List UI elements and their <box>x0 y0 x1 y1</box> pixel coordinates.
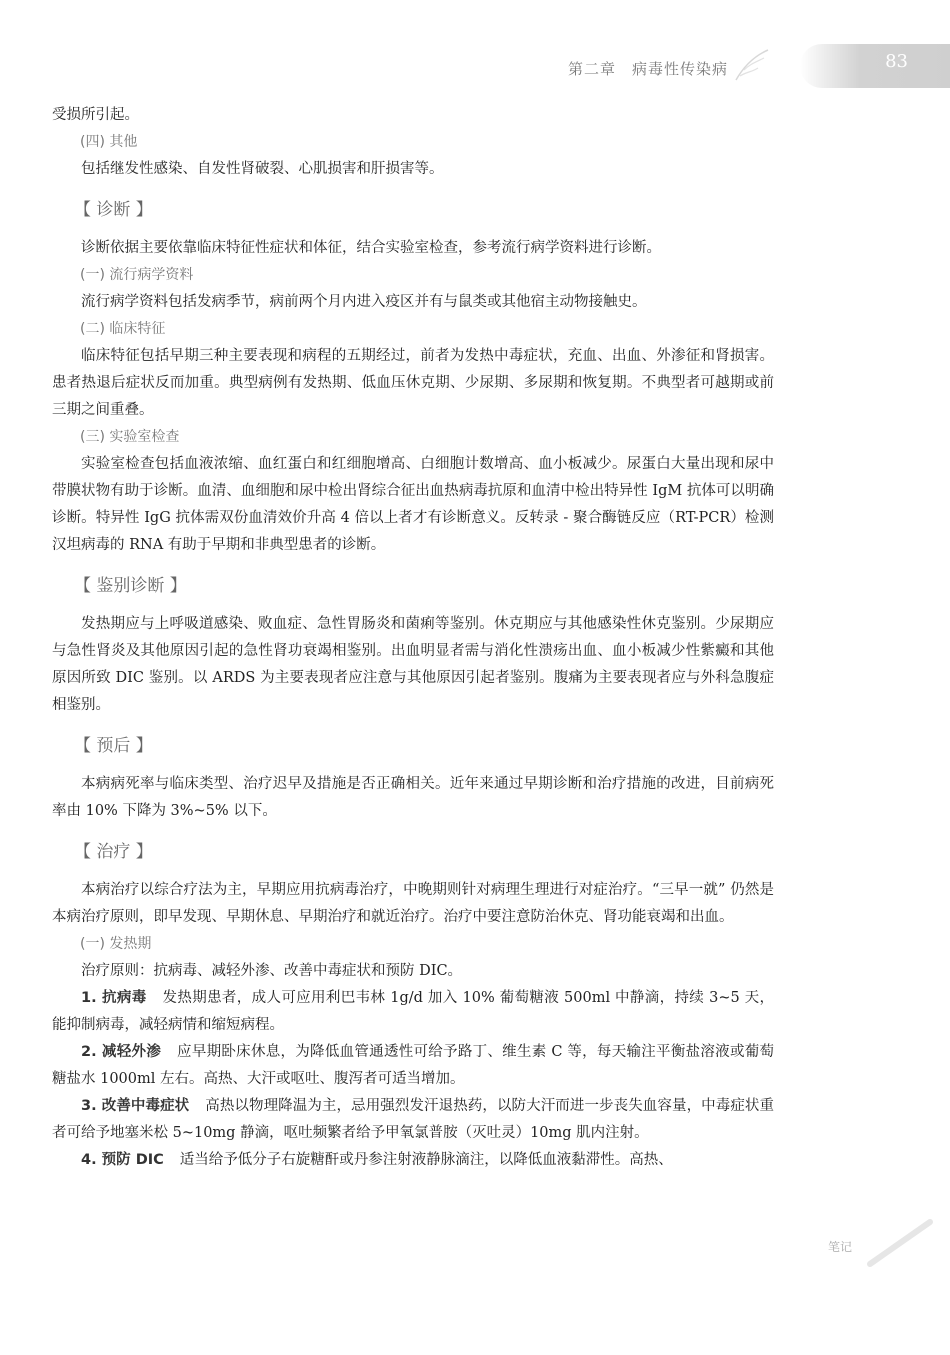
paragraph-clinical: 临床特征包括早期三种主要表现和病程的五期经过，前者为发热中毒症状，充血、出血、外渗征和肾损害。患者热退后症状反而加重。典型病例有发热期、低血压休克期、少尿期、多尿期和恢复期。不典型者可越期或前三期之间重叠。 <box>52 348 774 418</box>
subsection-epidemiology: (一) 流行病学资料 <box>80 267 194 283</box>
treatment-item <box>52 985 774 1039</box>
paragraph-epidemiology: 流行病学资料包括发病季节，病前两个月内进入疫区并有与鼠类或其他宿主动物接触史。 <box>81 294 647 310</box>
paragraph-differential: 发热期应与上呼吸道感染、败血症、急性胃肠炎和菌痢等鉴别。休克期应与其他感染性休克鉴别。少尿期应与急性肾炎及其他原因引起的急性肾功衰竭相鉴别。出血明显者需与消化性溃疡出血、血小板减少性紫癜和其他原因所致 DIC 鉴别。以 ARDS 为主要表现者应注意与其他原因引起者鉴别。腹痛为主要表现者应与外科急腹症相鉴别。 <box>52 616 774 713</box>
notes-label: 笔记 <box>828 1240 853 1254</box>
subsection-clinical: (二) 临床特征 <box>80 321 166 337</box>
section-heading-treatment: 【 治疗 】 <box>74 842 153 862</box>
treatment-item-text: 发热期患者，成人可应用利巴韦林 1g/d 加入 10% 葡萄糖液 500ml 中静滴，持续 3~5 天，能抑制病毒，减轻病情和缩短病程。 <box>52 990 774 1033</box>
treatment-item <box>52 1147 774 1174</box>
paragraph-prognosis: 本病病死率与临床类型、治疗迟早及措施是否正确相关。近年来通过早期诊断和治疗措施的改进，目前病死率由 10% 下降为 3%~5% 以下。 <box>52 776 774 819</box>
paragraph-treatment-principle: 治疗原则：抗病毒、减轻外渗、改善中毒症状和预防 DIC。 <box>81 963 463 979</box>
leaf-ornament-icon <box>732 46 772 90</box>
subsection-fever-stage: (一) 发热期 <box>80 936 152 952</box>
subsection-other: (四) 其他 <box>80 134 138 150</box>
paragraph-diagnosis-intro: 诊断依据主要依靠临床特征性症状和体征，结合实验室检查，参考流行病学资料进行诊断。 <box>81 240 661 256</box>
page-content <box>52 102 774 1174</box>
paragraph-laboratory: 实验室检查包括血液浓缩、血红蛋白和红细胞增高、白细胞计数增高、血小板减少。尿蛋白大量出现和尿中带膜状物有助于诊断。血清、血细胞和尿中检出肾综合征出血热病毒抗原和血清中检出特异性 IgM 抗体可以明确诊断。特异性 IgG 抗体需双份血清效价升高 4 倍以上者才有诊断意义。反转录 - 聚合酶链反应（RT-PCR）检测汉坦病毒的 RNA 有助于早期和非典型患者的诊断。 <box>52 456 774 553</box>
treatment-item-title: 3. 改善中毒症状 <box>81 1098 190 1114</box>
treatment-item-title: 4. 预防 DIC <box>81 1152 164 1168</box>
treatment-item <box>52 1039 774 1093</box>
treatment-item-text: 适当给予低分子右旋糖酐或丹参注射液静脉滴注，以降低血液黏滞性。高热、 <box>179 1152 673 1168</box>
continued-line: 受损所引起。 <box>52 107 139 123</box>
paragraph-other: 包括继发性感染、自发性肾破裂、心肌损害和肝损害等。 <box>81 161 444 177</box>
treatment-item-title: 1. 抗病毒 <box>81 990 147 1006</box>
treatment-item-title: 2. 减轻外渗 <box>81 1044 162 1060</box>
page-number: 83 <box>885 51 908 72</box>
subsection-laboratory: (三) 实验室检查 <box>80 429 180 445</box>
treatment-item <box>52 1093 774 1147</box>
pen-stroke-icon <box>866 1218 936 1272</box>
chapter-title: 第二章 病毒性传染病 <box>567 60 728 78</box>
notes-margin <box>826 1232 936 1272</box>
section-heading-differential: 【 鉴别诊断 】 <box>74 576 187 596</box>
paragraph-treatment-intro: 本病治疗以综合疗法为主，早期应用抗病毒治疗，中晚期则针对病理生理进行对症治疗。“三早一就” 仍然是本病治疗原则，即早发现、早期休息、早期治疗和就近治疗。治疗中要注意防治休克、肾功能衰竭和出血。 <box>52 882 774 925</box>
treatment-item-text: 应早期卧床休息，为降低血管通透性可给予路丁、维生素 C 等，每天输注平衡盐溶液或葡萄糖盐水 1000ml 左右。高热、大汗或呕吐、腹泻者可适当增加。 <box>52 1044 774 1087</box>
page-number-tab <box>800 44 950 88</box>
section-heading-diagnosis: 【 诊断 】 <box>74 200 153 220</box>
treatment-item-text: 高热以物理降温为主，忌用强烈发汗退热药，以防大汗而进一步丧失血容量，中毒症状重者可给予地塞米松 5~10mg 静滴，呕吐频繁者给予甲氧氯普胺（灭吐灵）10mg 肌内注射。 <box>52 1098 774 1141</box>
section-heading-prognosis: 【 预后 】 <box>74 736 153 756</box>
page-header <box>0 44 950 94</box>
